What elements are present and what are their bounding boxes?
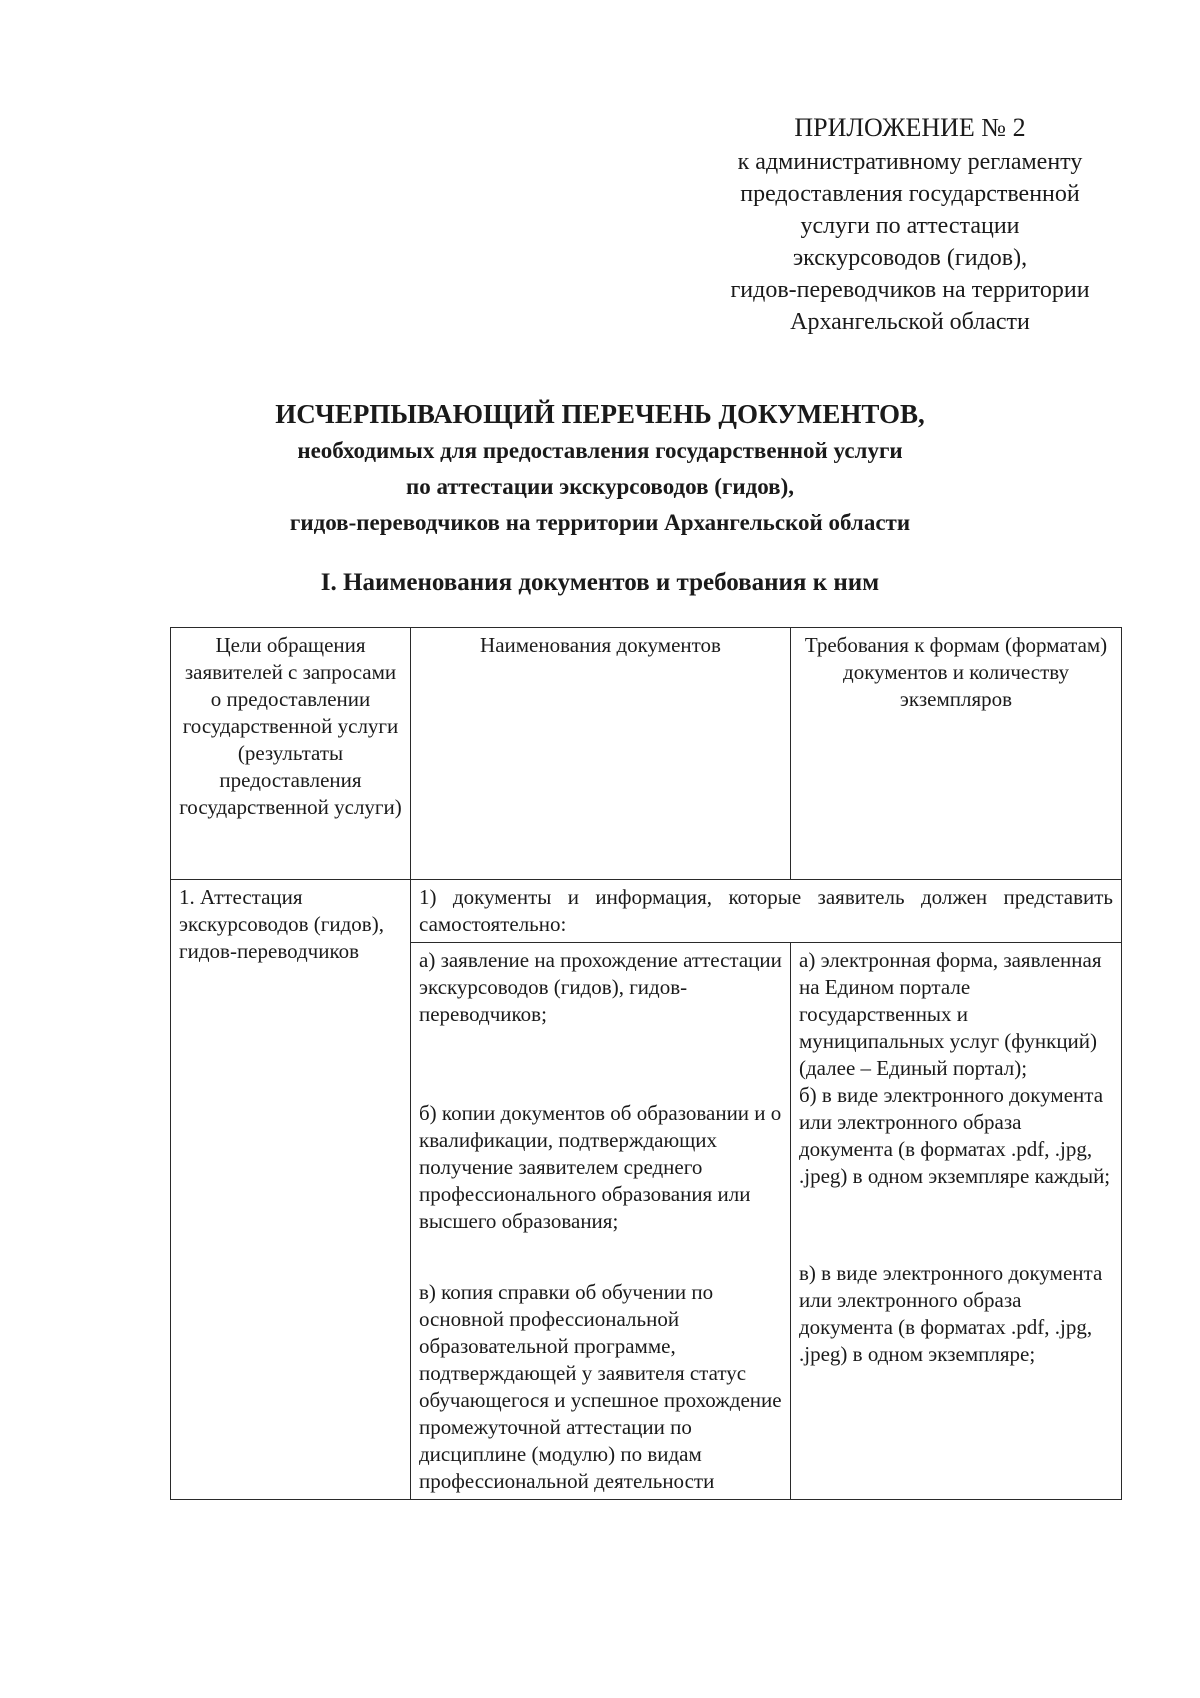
header-goals: Цели обращения заявителей с запросами о предоставлении государственной услуги (результаты предоставления государственной услуги) — [171, 628, 411, 880]
section-title: I. Наименования документов и требования к ним — [320, 569, 880, 596]
requirement-item: в) в виде электронного документа или электронного образа документа (в форматах .pdf, .jpg, .jpeg) в одном экземпляре; — [799, 1261, 1103, 1366]
requirements-cell — [791, 943, 1122, 1500]
appendix-line: предоставления государственной — [740, 181, 1080, 207]
appendix-number: ПРИЛОЖЕНИЕ № 2 — [794, 113, 1026, 142]
document-item: а) заявление на прохождение аттестации экскурсоводов (гидов), гидов-переводчиков; — [419, 948, 782, 1026]
table-header-row — [171, 628, 1122, 880]
document-title — [150, 395, 1050, 541]
header-documents: Наименования документов — [411, 628, 791, 880]
table-row — [171, 880, 1122, 943]
header-requirements: Требования к формам (форматам) документов и количеству экземпляров — [791, 628, 1122, 880]
title-sub-line: необходимых для предоставления государственной услуги — [297, 438, 903, 463]
appendix-line: к административному регламенту — [737, 149, 1083, 175]
documents-table — [170, 627, 1122, 1500]
document-item: в) копия справки об обучении по основной профессиональной образовательной программе, подтверждающей у заявителя статус обучающегося и успешное прохождение промежуточной аттестации по дисциплине (модулю) по видам профессиональной деятельности — [419, 1280, 782, 1493]
document-item: б) копии документов об образовании и о квалификации, подтверждающих получение заявителем среднего профессионального образования или высшего образования; — [419, 1101, 782, 1233]
appendix-line: гидов-переводчиков на территории — [730, 277, 1090, 303]
requirement-item: б) в виде электронного документа или электронного образа документа (в форматах .pdf, .jpg, .jpeg) в одном экземпляре каждый; — [799, 1083, 1111, 1188]
title-main: ИСЧЕРПЫВАЮЩИЙ ПЕРЕЧЕНЬ ДОКУМЕНТОВ, — [275, 399, 925, 429]
title-sub-line: гидов-переводчиков на территории Архангельской области — [289, 510, 911, 535]
appendix-header — [690, 112, 1130, 338]
documents-cell — [411, 943, 791, 1500]
title-sub-line: по аттестации экскурсоводов (гидов), — [405, 474, 795, 499]
subheader-cell: 1) документы и информация, которые заявитель должен представить самостоятельно: — [411, 880, 1122, 943]
appendix-line: услуги по аттестации — [800, 213, 1020, 239]
goal-cell: 1. Аттестация экскурсоводов (гидов), гидов-переводчиков — [171, 880, 411, 1500]
appendix-line: экскурсоводов (гидов), — [792, 245, 1028, 271]
appendix-line: Архангельской области — [790, 309, 1030, 335]
requirement-item: а) электронная форма, заявленная на Едином портале государственных и муниципальных услуг (функций) (далее – Единый портал); — [799, 948, 1102, 1080]
